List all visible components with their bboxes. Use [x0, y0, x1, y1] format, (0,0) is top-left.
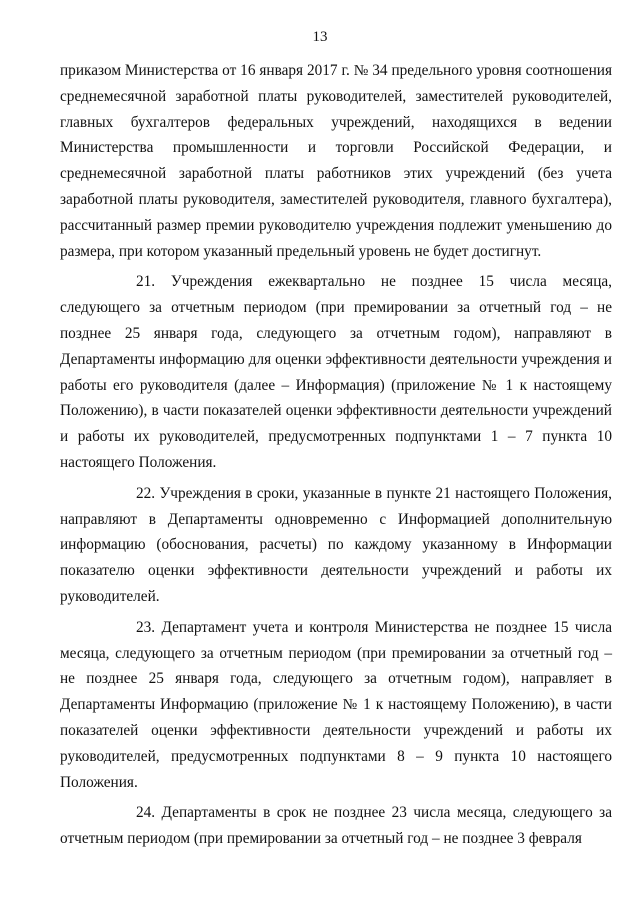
paragraph-text: Департамент учета и контроля Министерства не позднее 15 числа месяца, следующего за отчетным периодом (при премировании за отчетный год – не позднее 25 января года, следующего за отчетным годом), направляет в Департаменты Информацию (приложение № 1 к настоящему Положению), в части показателей оценки эффективности деятельности учреждений и работы их руководителей, предусмотренных подпунктами 8 – 9 пункта 10 настоящего Положения. — [60, 618, 612, 791]
paragraph-24 — [60, 800, 612, 852]
paragraph-continuation — [60, 58, 612, 264]
paragraph-number: 23. — [136, 618, 156, 636]
paragraph-number: 21. — [136, 273, 156, 291]
document-body — [60, 58, 612, 857]
paragraph-text: приказом Министерства от 16 января 2017 г. № 34 предельного уровня соотношения среднемесячной заработной платы руководителей, заместителей руководителей, главных бухгалтеров федеральных учреждений, находящихся в ведении Министерства промышленности и торговли Российской Федерации, и среднемесячной заработной платы работников этих учреждений (без учета заработной платы руководителя, заместителей руководителя, главного бухгалтера), рассчитанный размер премии руководителю учреждения подлежит уменьшению до размера, при котором указанный предельный уровень не будет достигнут. — [60, 62, 612, 260]
paragraph-number: 24. — [136, 804, 156, 822]
paragraph-number: 22. — [136, 484, 156, 502]
page-number: 13 — [312, 29, 328, 45]
paragraph-text: Учреждения ежеквартально не позднее 15 числа месяца, следующего за отчетным периодом (при премировании за отчетный год – не позднее 25 января года, следующего за отчетным годом), направляют в Департаменты информацию для оценки эффективности деятельности учреждения и работы его руководителя (далее – Информация) (приложение № 1 к настоящему Положению), в части показателей оценки эффективности деятельности учреждений и работы их руководителей, предусмотренных подпунктами 1 – 7 пункта 10 настоящего Положения. — [60, 273, 613, 471]
paragraph-23 — [60, 615, 612, 796]
paragraph-text: Департаменты в срок не позднее 23 числа месяца, следующего за отчетным периодом (при премировании за отчетный год – не позднее 3 февраля — [60, 804, 612, 848]
paragraph-21 — [60, 269, 612, 475]
paragraph-22 — [60, 481, 612, 610]
paragraph-text: Учреждения в сроки, указанные в пункте 21 настоящего Положения, направляют в Департаменты одновременно с Информацией дополнительную информацию (обоснования, расчеты) по каждому указанному в Информации показателю оценки эффективности деятельности учреждений и работы их руководителей. — [60, 484, 612, 605]
